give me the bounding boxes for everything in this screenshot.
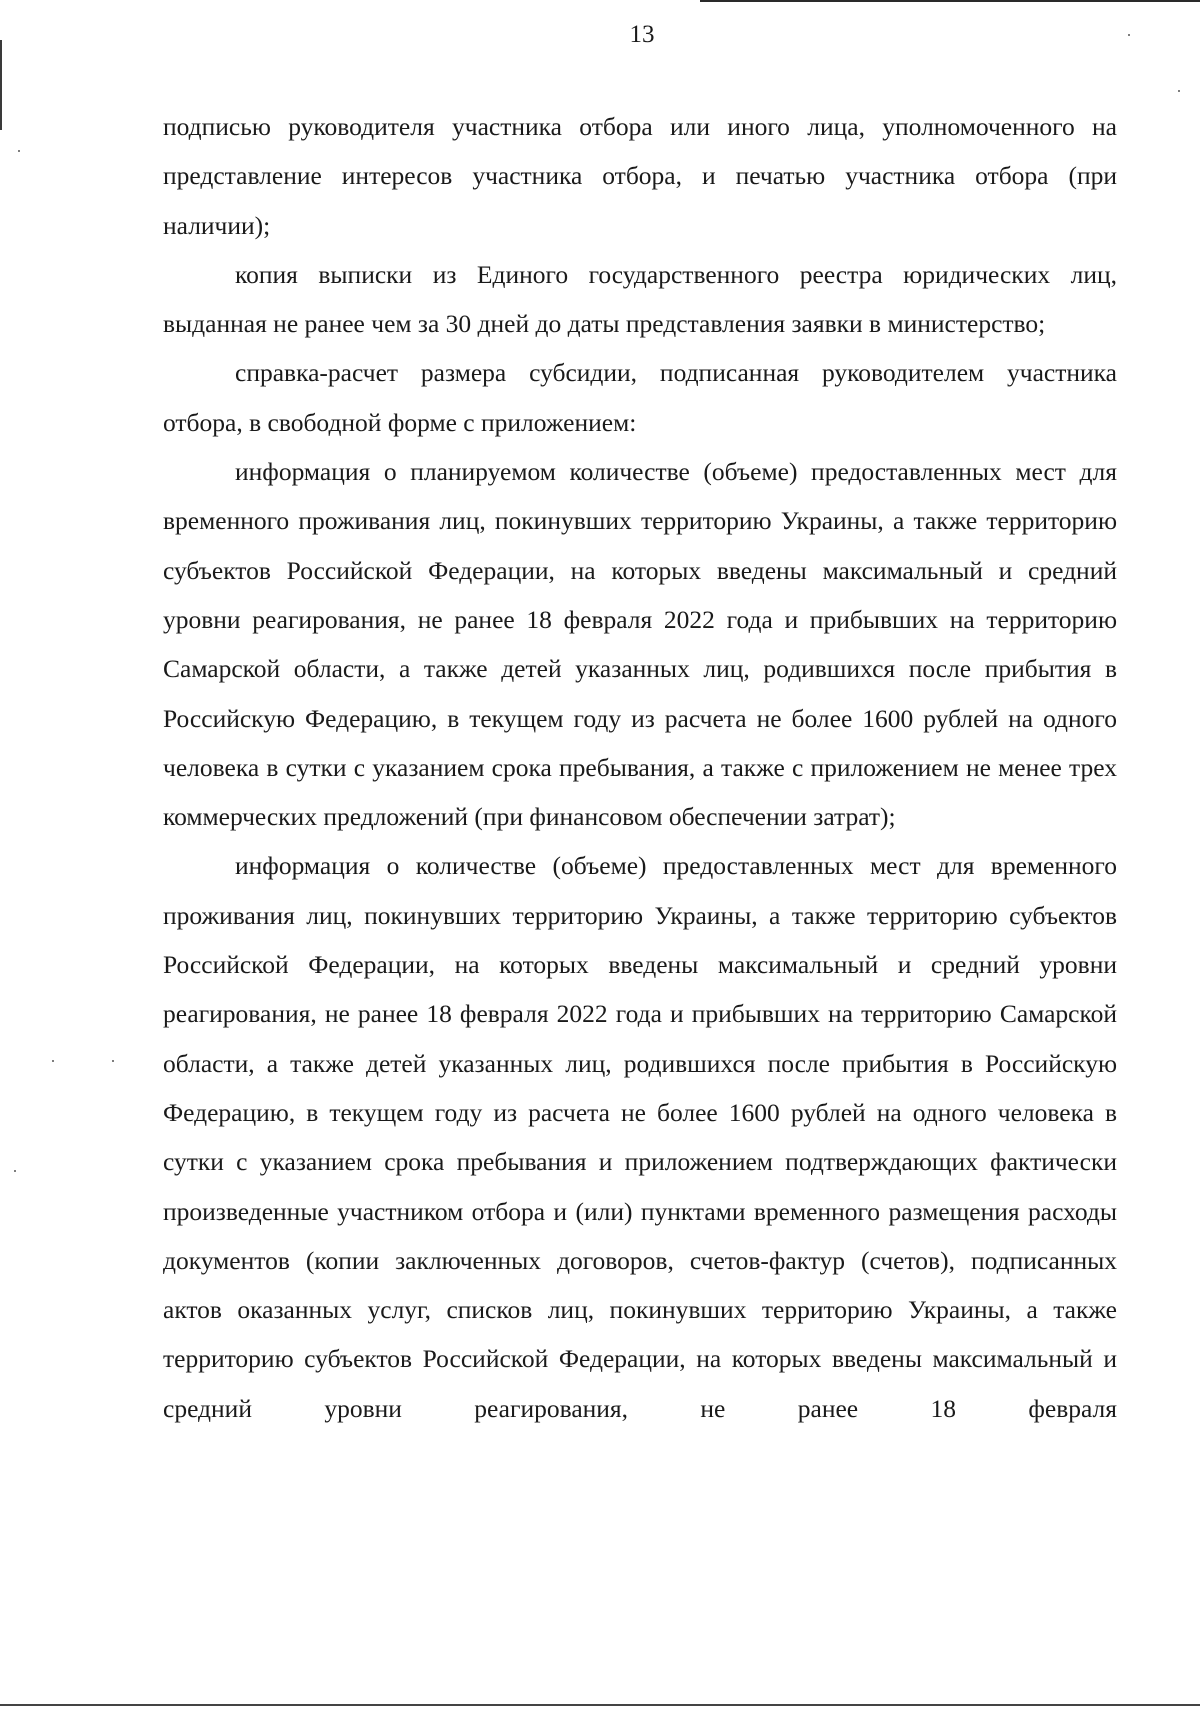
paragraph-continuation: подписью руководителя участника отбора или иного лица, уполномоченного на представление интересов участника отбора, и печатью участника отбора (при наличии); (163, 112, 1117, 240)
scan-speck (1178, 90, 1180, 92)
scan-speck (14, 1170, 16, 1172)
scan-speck (1128, 34, 1130, 36)
top-scan-border (700, 0, 1200, 2)
paragraph-egrul-extract: копия выписки из Единого государственного реестра юридических лиц, выданная не ранее чем за 30 дней до даты представления заявки в министерство; (163, 259, 1117, 339)
left-scan-edge (0, 40, 2, 130)
bottom-scan-border (0, 1704, 1200, 1706)
scan-speck (52, 1060, 54, 1062)
paragraph-subsidy-calculation: справка-расчет размера субсидии, подписанная руководителем участника отбора, в свободной форме с приложением: (163, 358, 1117, 437)
paragraph-planned-places-info: информация о планируемом количестве (объеме) предоставленных мест для временного проживания лиц, покинувших территорию Украины, а также территорию субъектов Российской Федерации, на которых введены максимальный и средний уровни реагирования, не ранее 18 февраля 2022 года и прибывших на территорию Самарской области, а также детей указанных лиц, родившихся после прибытия в Российскую Федерацию, в текущем году из расчета не более 1600 рублей на одного человека в сутки с указанием срока пребывания, а также с приложением не менее трех коммерческих предложений (при финансовом обеспечении затрат); (163, 457, 1117, 832)
scan-speck (18, 150, 20, 152)
document-body (163, 102, 1117, 1433)
scan-speck (112, 1060, 114, 1062)
page-number: 13 (629, 21, 655, 48)
paragraph-provided-places-info: информация о количестве (объеме) предоставленных мест для временного проживания лиц, покинувших территорию Украины, а также территорию субъектов Российской Федерации, на которых введены максимальный и средний уровни реагирования, не ранее 18 февраля 2022 года и прибывших на территорию Самарской области, а также детей указанных лиц, родившихся после прибытия в Российскую Федерацию, в текущем году из расчета не более 1600 рублей на одного человека в сутки с указанием срока пребывания и приложением подтверждающих фактически произведенные участником отбора и (или) пунктами временного размещения расходы документов (копии заключенных договоров, счетов-фактур (счетов), подписанных актов оказанных услуг, списков лиц, покинувших территорию Украины, а также территорию субъектов Российской Федерации, на которых введены максимальный и средний уровни реагирования, не ранее 18 февраля (163, 851, 1117, 1423)
